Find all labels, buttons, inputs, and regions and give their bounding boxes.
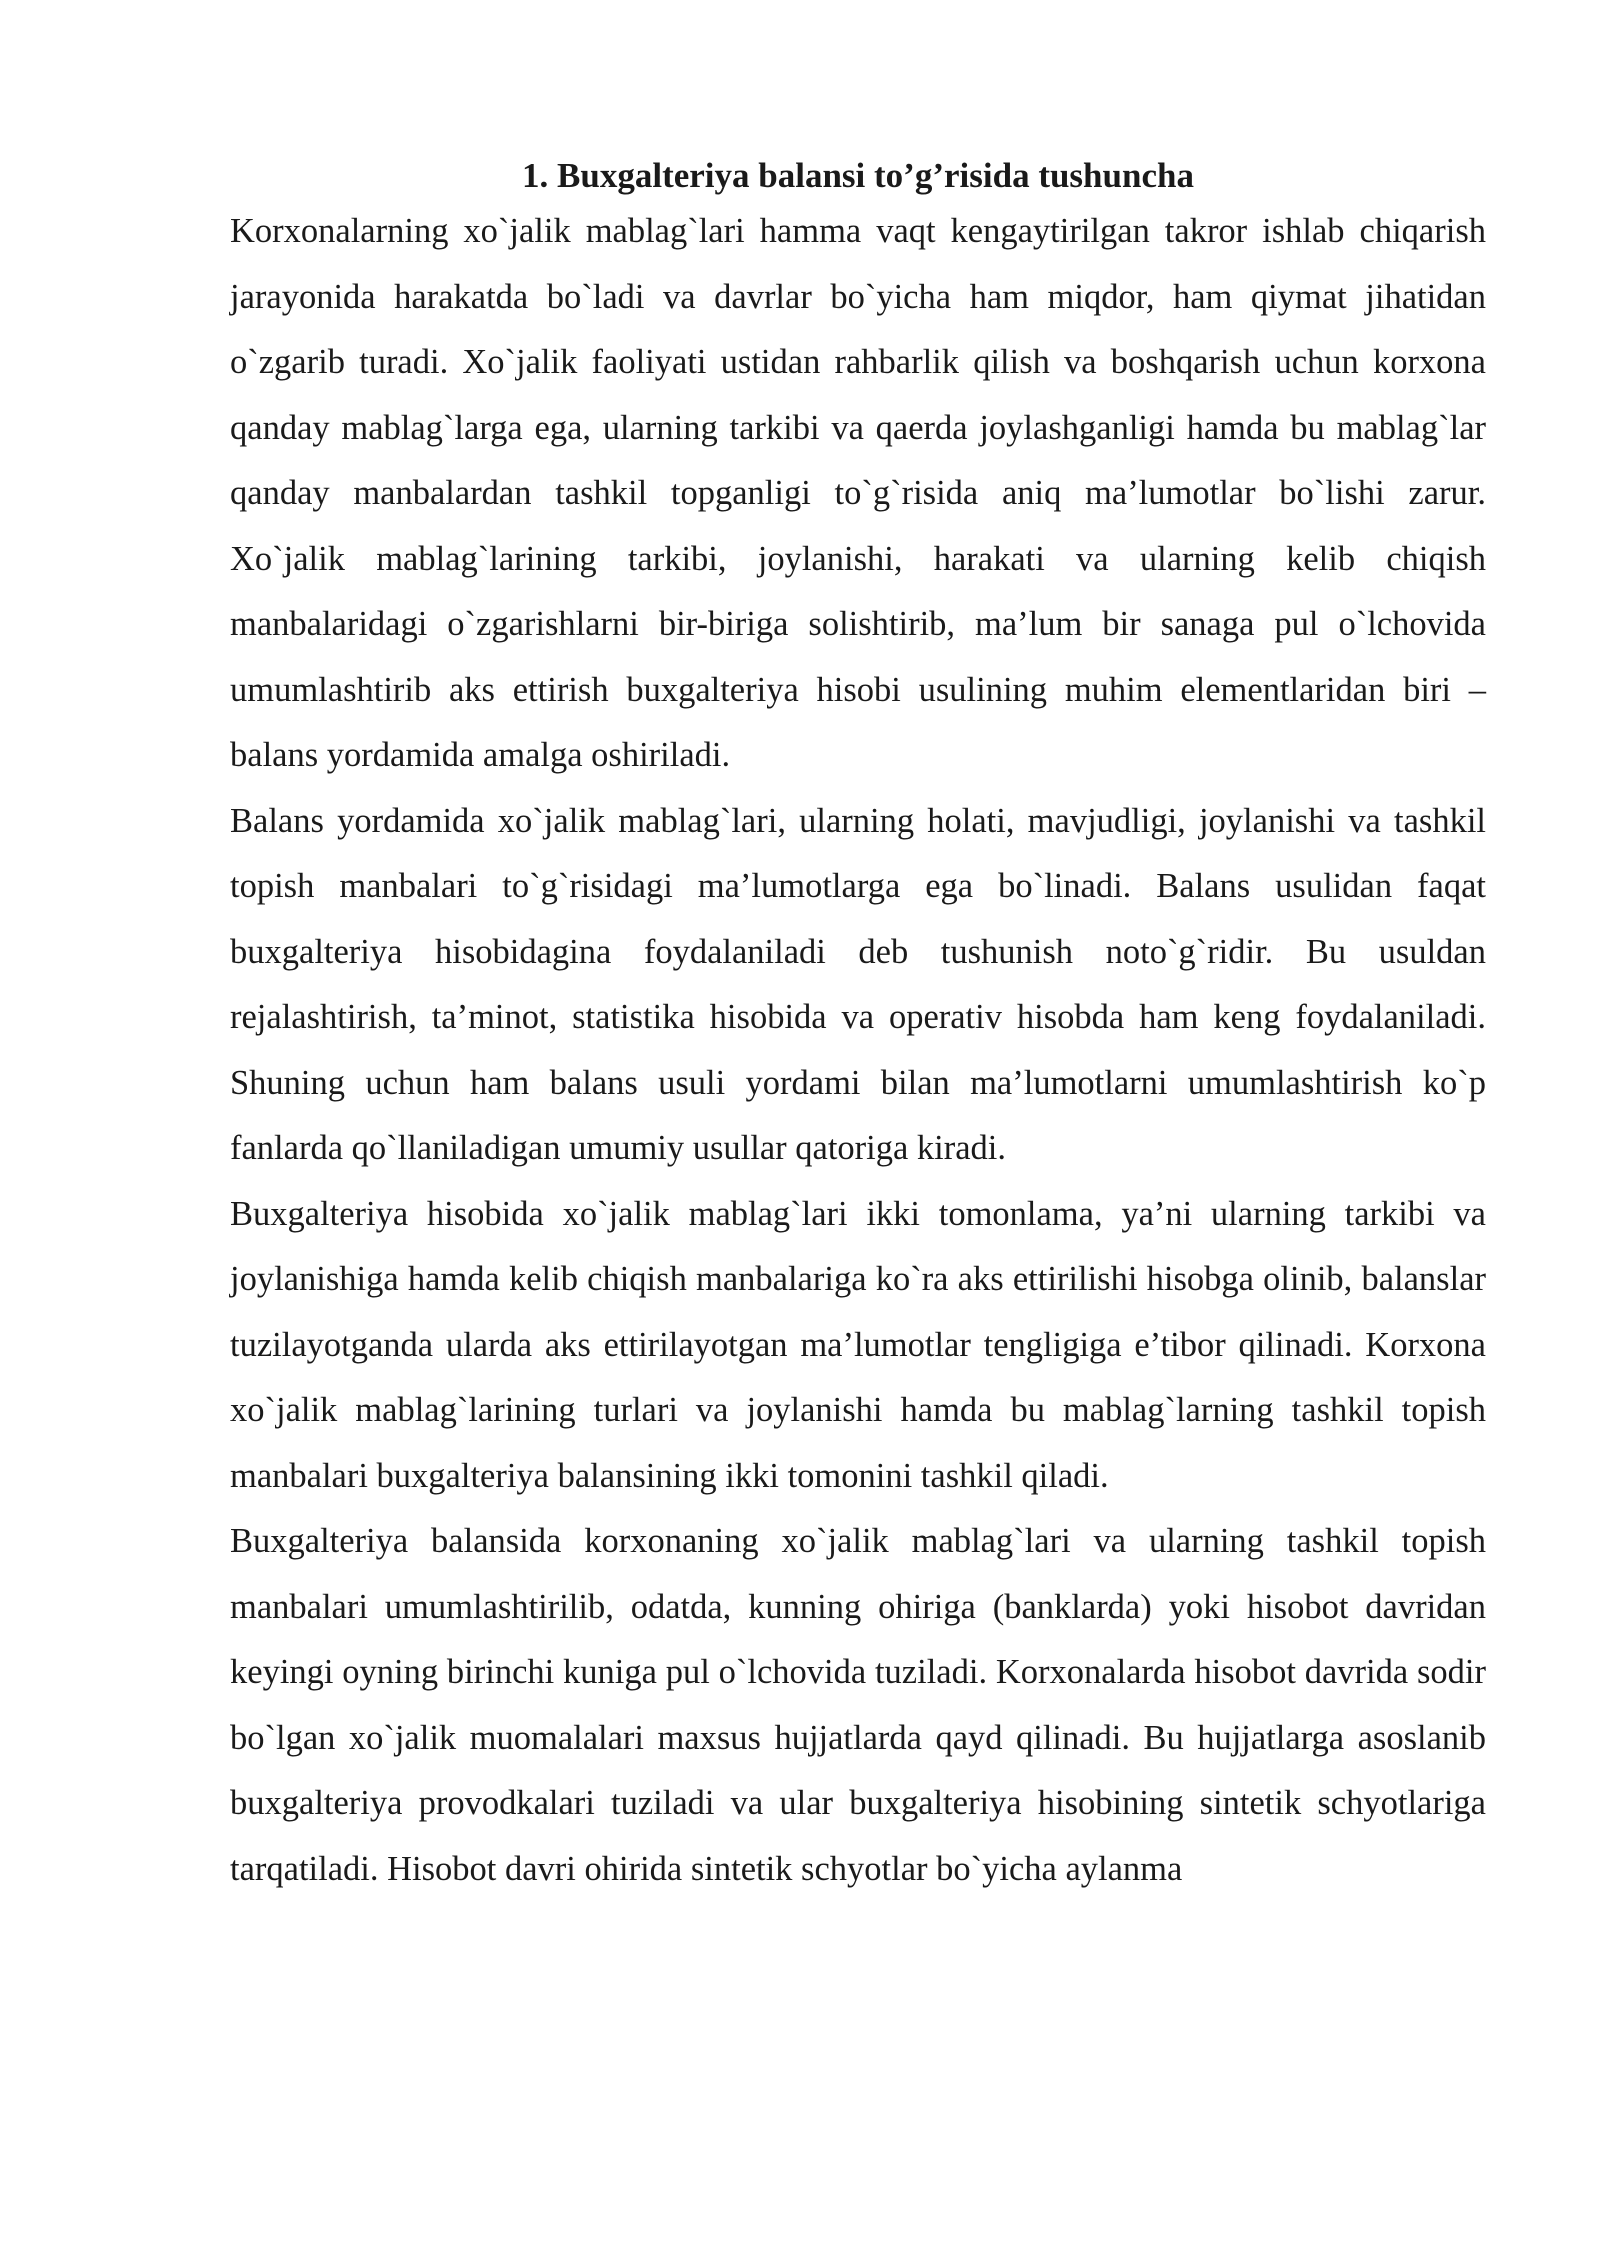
paragraph-4: Buxgalteriya balansida korxonaning xo`jalik mablag`lari va ularning tashkil topish manbalari umumlashtirilib, odatda, kunning ohiriga (banklarda) yoki hisobot davridan keyingi oyning birinchi kuniga pul o`lchovida tuziladi. Korxonalarda hisobot davrida sodir bo`lgan xo`jalik muomalalari maxsus hujjatlarda qayd qilinadi. Bu hujjatlarga asoslanib buxgalteriya provodkalari tuziladi va ular buxgalteriya hisobining sintetik schyotlariga tarqatiladi. Hisobot davri ohirida sintetik schyotlar bo`yicha aylanma	[230, 1522, 1486, 1888]
paragraph-3: Buxgalteriya hisobida xo`jalik mablag`lari ikki tomonlama, ya’ni ularning tarkibi va joylanishiga hamda kelib chiqish manbalariga ko`ra aks ettirilishi hisobga olinib, balanslar tuzilayotganda ularda aks ettirilayotgan ma’lumotlar tengligiga e’tibor qilinadi. Korxona xo`jalik mablag`larining turlari va joylanishi hamda bu mablag`larning tashkil topish manbalari buxgalteriya balansining ikki tomonini tashkil qiladi.	[230, 1194, 1486, 1495]
section-heading: 1. Buxgalteriya balansi to’g’risida tushuncha	[522, 156, 1194, 195]
document-page	[230, 153, 1486, 1902]
paragraph-1: Korxonalarning xo`jalik mablag`lari hamma vaqt kengaytirilgan takror ishlab chiqarish jarayonida harakatda bo`ladi va davrlar bo`yicha ham miqdor, ham qiymat jihatidan o`zgarib turadi. Xo`jalik faoliyati ustidan rahbarlik qilish va boshqarish uchun korxona qanday mablag`larga ega, ularning tarkibi va qaerda joylashganligi hamda bu mablag`lar qanday manbalardan tashkil topganligi to`g`risida aniq ma’lumotlar bo`lishi zarur. Xo`jalik mablag`larining tarkibi, joylanishi, harakati va ularning kelib chiqish manbalaridagi o`zgarishlarni bir-biriga solishtirib, ma’lum bir sanaga pul o`lchovida umumlashtirib aks ettirish buxgalteriya hisobi usulining muhim elementlaridan biri – balans yordamida amalga oshiriladi.	[230, 212, 1486, 774]
paragraph-2: Balans yordamida xo`jalik mablag`lari, ularning holati, mavjudligi, joylanishi va tashkil topish manbalari to`g`risidagi ma’lumotlarga ega bo`linadi. Balans usulidan faqat buxgalteriya hisobidagina foydalaniladi deb tushunish noto`g`ridir. Bu usuldan rejalashtirish, ta’minot, statistika hisobida va operativ hisobda ham keng foydalaniladi. Shuning uchun ham balans usuli yordami bilan ma’lumotlarni umumlashtirish ko`p fanlarda qo`llaniladigan umumiy usullar qatoriga kiradi.	[230, 801, 1486, 1167]
